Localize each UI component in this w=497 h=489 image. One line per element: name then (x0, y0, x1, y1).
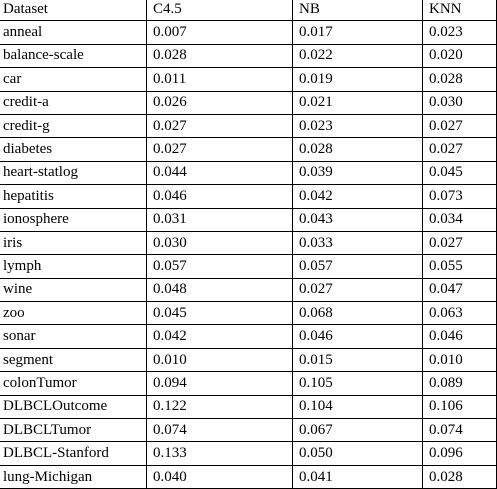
nb-cell: 0.104 (293, 395, 423, 418)
c45-cell: 0.044 (147, 161, 293, 184)
nb-cell: 0.043 (293, 208, 423, 231)
dataset-cell: colonTumor (0, 372, 147, 395)
knn-cell: 0.027 (423, 114, 497, 137)
nb-cell: 0.067 (293, 419, 423, 442)
table-row (0, 255, 497, 278)
table-row (0, 91, 497, 114)
nb-cell: 0.027 (293, 278, 423, 301)
c45-cell: 0.027 (147, 138, 293, 161)
dataset-cell: DLBCLOutcome (0, 395, 147, 418)
table-row (0, 161, 497, 184)
c45-cell: 0.007 (147, 21, 293, 44)
c45-cell: 0.042 (147, 325, 293, 348)
knn-cell: 0.106 (423, 395, 497, 418)
nb-cell: 0.019 (293, 68, 423, 91)
nb-cell: 0.022 (293, 44, 423, 67)
c45-cell: 0.048 (147, 278, 293, 301)
c45-cell: 0.046 (147, 185, 293, 208)
c45-cell: 0.045 (147, 302, 293, 325)
table-row (0, 325, 497, 348)
c45-cell: 0.011 (147, 68, 293, 91)
c45-cell: 0.026 (147, 91, 293, 114)
header-c45: C4.5 (147, 0, 293, 21)
dataset-cell: iris (0, 231, 147, 254)
c45-cell: 0.040 (147, 465, 293, 488)
c45-cell: 0.031 (147, 208, 293, 231)
nb-cell: 0.021 (293, 91, 423, 114)
table-row (0, 278, 497, 301)
knn-cell: 0.073 (423, 185, 497, 208)
knn-cell: 0.046 (423, 325, 497, 348)
nb-cell: 0.023 (293, 114, 423, 137)
knn-cell: 0.089 (423, 372, 497, 395)
dataset-cell: credit-a (0, 91, 147, 114)
table-row (0, 114, 497, 137)
table-row (0, 302, 497, 325)
nb-cell: 0.105 (293, 372, 423, 395)
table-row (0, 21, 497, 44)
dataset-cell: lymph (0, 255, 147, 278)
knn-cell: 0.063 (423, 302, 497, 325)
c45-cell: 0.094 (147, 372, 293, 395)
knn-cell: 0.027 (423, 231, 497, 254)
table-row (0, 68, 497, 91)
table-row (0, 395, 497, 418)
dataset-cell: diabetes (0, 138, 147, 161)
nb-cell: 0.015 (293, 348, 423, 371)
knn-cell: 0.020 (423, 44, 497, 67)
c45-cell: 0.122 (147, 395, 293, 418)
table-row (0, 231, 497, 254)
knn-cell: 0.055 (423, 255, 497, 278)
nb-cell: 0.057 (293, 255, 423, 278)
nb-cell: 0.046 (293, 325, 423, 348)
nb-cell: 0.039 (293, 161, 423, 184)
knn-cell: 0.028 (423, 68, 497, 91)
header-dataset: Dataset (0, 0, 147, 21)
knn-cell: 0.010 (423, 348, 497, 371)
table-row (0, 419, 497, 442)
table-body (0, 21, 497, 489)
header-knn: KNN (423, 0, 497, 21)
knn-cell: 0.074 (423, 419, 497, 442)
knn-cell: 0.045 (423, 161, 497, 184)
table-row (0, 208, 497, 231)
knn-cell: 0.023 (423, 21, 497, 44)
header-row (0, 0, 497, 21)
nb-cell: 0.068 (293, 302, 423, 325)
nb-cell: 0.041 (293, 465, 423, 488)
dataset-cell: wine (0, 278, 147, 301)
dataset-cell: anneal (0, 21, 147, 44)
c45-cell: 0.133 (147, 442, 293, 465)
c45-cell: 0.030 (147, 231, 293, 254)
knn-cell: 0.047 (423, 278, 497, 301)
c45-cell: 0.010 (147, 348, 293, 371)
dataset-cell: credit-g (0, 114, 147, 137)
knn-cell: 0.028 (423, 465, 497, 488)
dataset-cell: segment (0, 348, 147, 371)
nb-cell: 0.033 (293, 231, 423, 254)
dataset-cell: heart-statlog (0, 161, 147, 184)
dataset-cell: zoo (0, 302, 147, 325)
nb-cell: 0.050 (293, 442, 423, 465)
table-row (0, 138, 497, 161)
table-row (0, 465, 497, 488)
header-nb: NB (293, 0, 423, 21)
nb-cell: 0.028 (293, 138, 423, 161)
knn-cell: 0.027 (423, 138, 497, 161)
dataset-cell: sonar (0, 325, 147, 348)
knn-cell: 0.030 (423, 91, 497, 114)
table-row (0, 44, 497, 67)
dataset-cell: lung-Michigan (0, 465, 147, 488)
knn-cell: 0.034 (423, 208, 497, 231)
dataset-cell: DLBCL-Stanford (0, 442, 147, 465)
c45-cell: 0.074 (147, 419, 293, 442)
dataset-cell: DLBCLTumor (0, 419, 147, 442)
c45-cell: 0.028 (147, 44, 293, 67)
dataset-cell: ionosphere (0, 208, 147, 231)
c45-cell: 0.027 (147, 114, 293, 137)
nb-cell: 0.042 (293, 185, 423, 208)
table-row (0, 348, 497, 371)
c45-cell: 0.057 (147, 255, 293, 278)
dataset-cell: car (0, 68, 147, 91)
nb-cell: 0.017 (293, 21, 423, 44)
knn-cell: 0.096 (423, 442, 497, 465)
table-row (0, 442, 497, 465)
table-row (0, 185, 497, 208)
dataset-cell: hepatitis (0, 185, 147, 208)
table-row (0, 372, 497, 395)
dataset-cell: balance-scale (0, 44, 147, 67)
